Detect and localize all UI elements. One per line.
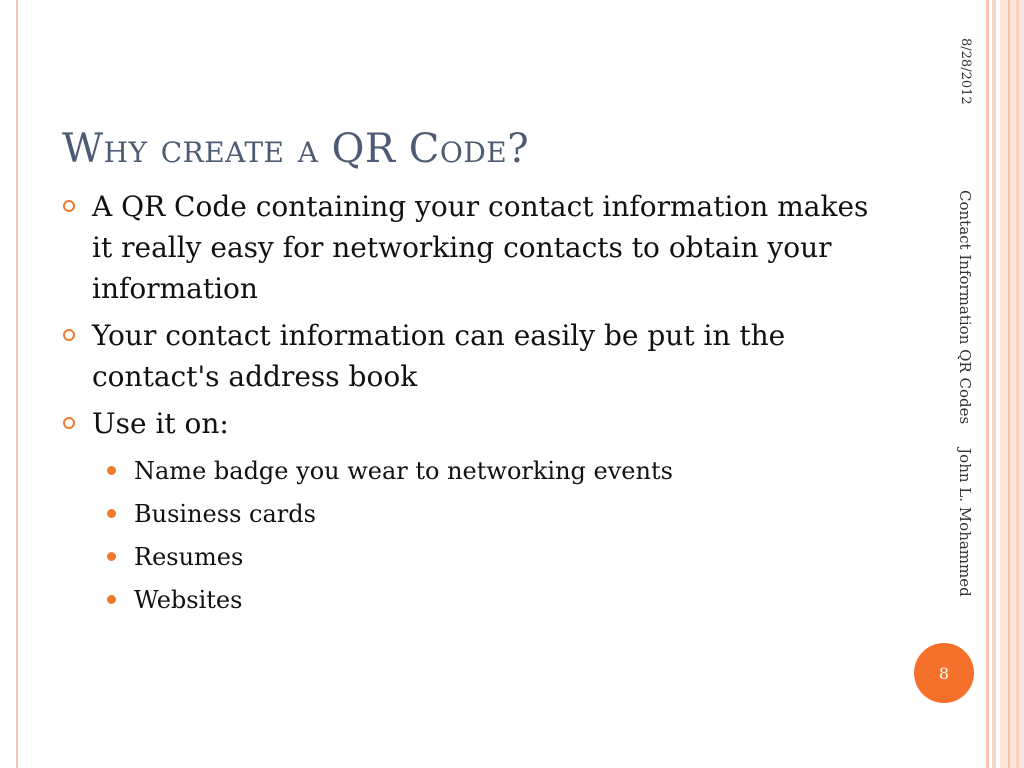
sub-bullet-item xyxy=(62,542,882,572)
decor-stripe xyxy=(1008,0,1010,768)
ring-bullet-icon xyxy=(63,417,75,429)
decor-stripe xyxy=(992,0,996,768)
dot-bullet-icon xyxy=(107,595,116,604)
bullet-item xyxy=(62,315,882,397)
sub-bullet-text: Business cards xyxy=(134,500,316,528)
slide-footer xyxy=(956,190,974,597)
decor-stripe xyxy=(986,0,989,768)
sub-bullet-item xyxy=(62,499,882,529)
sub-bullet-item xyxy=(62,585,882,615)
decor-stripe xyxy=(1016,0,1019,768)
bullet-text: Use it on: xyxy=(92,407,229,440)
slide-body xyxy=(62,186,882,628)
page-number-badge xyxy=(914,643,974,703)
ring-bullet-icon xyxy=(63,329,75,341)
slide-date: 8/28/2012 xyxy=(958,38,973,105)
left-border-line xyxy=(16,0,18,768)
footer-author: John L. Mohammed xyxy=(956,448,974,597)
sub-bullet-text: Name badge you wear to networking events xyxy=(134,457,673,485)
bullet-item xyxy=(62,403,882,444)
dot-bullet-icon xyxy=(107,466,116,475)
decor-stripe xyxy=(1000,0,1024,768)
dot-bullet-icon xyxy=(107,552,116,561)
bullet-text: Your contact information can easily be put in the contact's address book xyxy=(92,319,786,393)
slide-title: Why create a QR Code? xyxy=(62,125,530,172)
bullet-text: A QR Code containing your contact information makes it really easy for networking contacts to obtain your information xyxy=(92,190,869,305)
page-number: 8 xyxy=(938,663,950,683)
sub-bullet-item xyxy=(62,456,882,486)
ring-bullet-icon xyxy=(63,200,75,212)
sub-bullet-text: Resumes xyxy=(134,543,244,571)
footer-title: Contact Information QR Codes xyxy=(956,190,974,425)
dot-bullet-icon xyxy=(107,509,116,518)
bullet-item xyxy=(62,186,882,309)
sub-bullet-text: Websites xyxy=(134,586,243,614)
